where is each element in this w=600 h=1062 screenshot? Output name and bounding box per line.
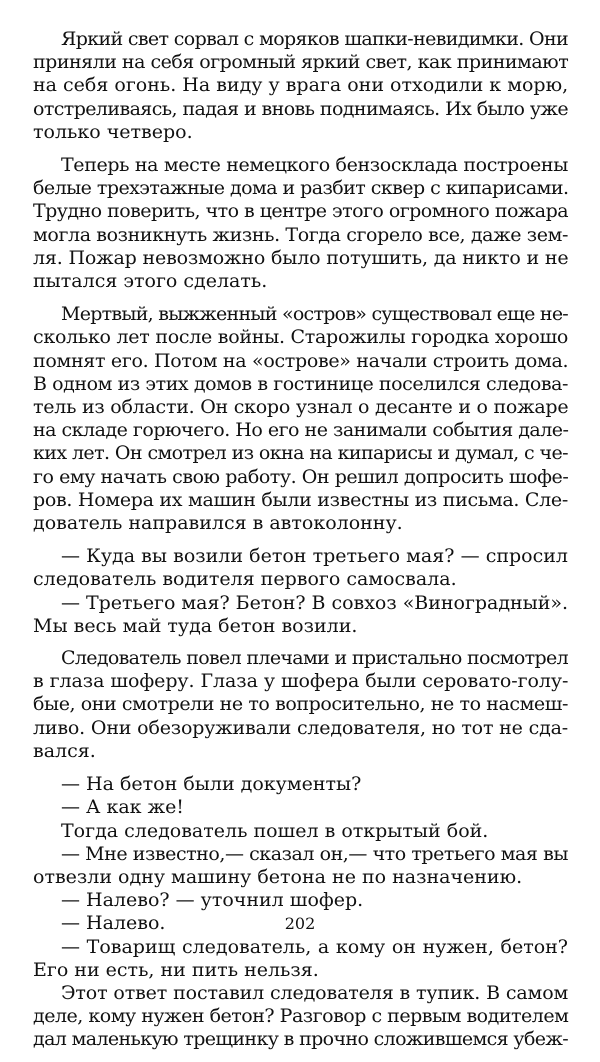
paragraph <box>33 592 568 638</box>
text-line: помнят его. Потом на «острове» начали строить дома. <box>33 349 569 372</box>
page-text <box>33 28 568 1062</box>
paragraph <box>33 820 568 843</box>
paragraph <box>33 773 568 796</box>
text-line: Мертвый, выжженный «остров» существовал еще не- <box>61 303 568 326</box>
paragraph <box>33 843 568 889</box>
text-line: отстреливаясь, падая и вновь поднимаясь. Их было уже <box>33 97 568 120</box>
text-line: — Товарищ следователь, а кому он нужен, бетон? <box>61 935 568 958</box>
text-line: — Налево. <box>61 912 166 935</box>
text-line: Следователь повел плечами и пристально посмотрел <box>61 647 568 670</box>
text-line: Тогда следователь пошел в открытый бой. <box>61 819 489 842</box>
text-line: бые, они смотрели не то вопросительно, не то насмеш- <box>33 693 568 716</box>
text-line: — А как же! <box>61 796 184 819</box>
text-line: — Третьего мая? Бетон? В совхоз «Виноградный». <box>61 591 568 614</box>
text-line: следователь водителя первого самосвала. <box>33 568 457 591</box>
text-line: вался. <box>33 739 96 762</box>
text-line: деле, кому нужен бетон? Разговор с первым водителем <box>33 1005 569 1028</box>
text-line: тель из области. Он скоро узнал о десанте и о пожаре <box>33 396 569 419</box>
text-line: Этот ответ поставил следователя в тупик. В самом <box>61 981 569 1004</box>
text-line: дователь направился в автоколонну. <box>33 512 403 535</box>
text-line: ливо. Они обезоруживали следователя, но тот не сда- <box>33 716 568 739</box>
text-line: Его ни есть, ни пить нельзя. <box>33 958 319 981</box>
text-line: В одном из этих домов в гостинице поселился следова- <box>33 372 568 395</box>
text-line: го ему начать свою работу. Он решил допросить шофе- <box>33 465 569 488</box>
text-line: — Налево? — уточнил шофер. <box>61 889 364 912</box>
text-line: ров. Номера их машин были известны из письма. Сле- <box>33 488 568 511</box>
text-line: Трудно поверить, что в центре этого огромного пожара <box>33 200 568 223</box>
paragraph <box>33 545 568 591</box>
text-line: в глаза шоферу. Глаза у шофера были серовато-голу- <box>33 670 569 693</box>
text-line: на себя огонь. На виду у врага они отходили к морю, <box>33 74 569 97</box>
paragraph <box>33 303 568 535</box>
text-line: белые трехэтажные дома и разбит сквер с кипарисами. <box>33 177 569 200</box>
text-line: на складе горючего. Но его не занимали события дале- <box>33 419 569 442</box>
text-line: могла возникнуть жизнь. Тогда сгорело все, даже зем- <box>33 223 568 246</box>
text-line: — На бетон были документы? <box>61 773 362 796</box>
text-line: пытался этого сделать. <box>33 270 268 293</box>
text-line: ких лет. Он смотрел из окна на кипарисы и думал, с че- <box>33 442 568 465</box>
paragraph <box>33 28 568 144</box>
text-line: только четверо. <box>33 120 193 143</box>
text-line: Яркий свет сорвал с моряков шапки-невидимки. Они <box>61 28 568 50</box>
text-line: приняли на себя огромный яркий свет, как принимают <box>33 51 569 74</box>
text-line: — Мне известно,— сказал он,— что третьего мая вы <box>61 842 568 865</box>
paragraph <box>33 889 568 912</box>
paragraph <box>33 154 568 293</box>
page-number: 202 <box>284 914 316 933</box>
text-line: Теперь на месте немецкого бензосклада построены <box>61 154 568 177</box>
paragraph <box>33 647 568 763</box>
paragraph <box>33 796 568 819</box>
text-line: Мы весь май туда бетон возили. <box>33 614 358 637</box>
text-line: отвезли одну машину бетона не по назначению. <box>33 865 523 888</box>
text-line: дал маленькую трещинку в прочно сложившемся убеж- <box>33 1028 568 1051</box>
text-line: ля. Пожар невозможно было потушить, да никто и не <box>33 246 569 269</box>
paragraph <box>33 936 568 982</box>
text-line: — Куда вы возили бетон третьего мая? — спросил <box>61 545 568 568</box>
paragraph <box>33 982 568 1052</box>
text-line: сколько лет после войны. Старожилы городка хорошо <box>33 326 568 349</box>
